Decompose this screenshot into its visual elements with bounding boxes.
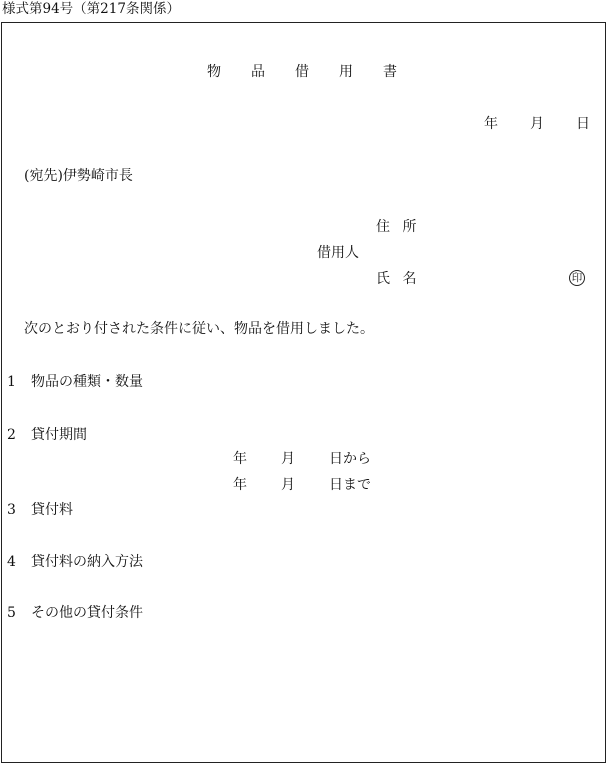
addressee: (宛先)伊勢崎市長	[24, 168, 133, 184]
date-month-label: 月	[530, 116, 544, 132]
form-number-label: 様式第94号（第217条関係）	[2, 1, 180, 17]
seal-mark: 印	[569, 270, 585, 286]
date-day-label: 日	[576, 116, 590, 132]
period-from-year: 年	[233, 451, 247, 467]
item-number: 5	[7, 605, 16, 621]
item-number: 1	[7, 374, 16, 390]
period-to	[233, 478, 371, 492]
item-label: 貸付料	[31, 502, 73, 518]
item-3	[7, 503, 73, 517]
item-number: 4	[7, 554, 16, 570]
period-to-day: 日まで	[329, 477, 371, 493]
item-2	[7, 428, 87, 442]
date-year-label: 年	[484, 116, 498, 132]
period-to-month: 月	[281, 477, 295, 493]
item-label: その他の貸付条件	[31, 605, 143, 621]
item-number: 2	[7, 427, 16, 443]
submission-date	[484, 117, 590, 131]
item-label: 物品の種類・数量	[31, 374, 143, 390]
borrower-label: 借用人	[317, 245, 359, 261]
item-1	[7, 375, 143, 389]
period-to-year: 年	[233, 477, 247, 493]
statement-text: 次のとおり付された条件に従い、物品を借用しました。	[24, 321, 374, 337]
item-number: 3	[7, 502, 16, 518]
document-title: 物品借用書	[207, 64, 427, 80]
address-label: 住 所	[376, 219, 421, 235]
item-5	[7, 606, 143, 620]
item-label: 貸付期間	[31, 427, 87, 443]
item-label: 貸付料の納入方法	[31, 554, 143, 570]
period-from	[233, 452, 371, 466]
document-frame	[1, 22, 606, 763]
name-label: 氏 名	[376, 271, 421, 287]
period-from-day: 日から	[329, 451, 371, 467]
item-4	[7, 555, 143, 569]
period-from-month: 月	[281, 451, 295, 467]
